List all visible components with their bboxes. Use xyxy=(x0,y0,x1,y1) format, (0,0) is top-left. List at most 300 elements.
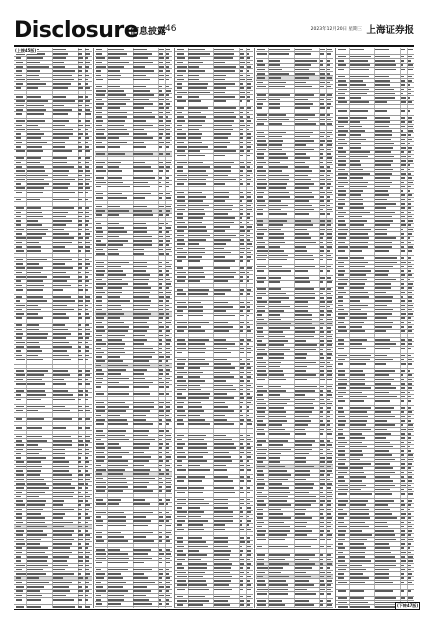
cell-text xyxy=(108,170,122,172)
cell-text xyxy=(247,385,252,387)
cell-text xyxy=(320,94,325,96)
cell-text xyxy=(375,526,388,528)
cell-text xyxy=(320,424,325,426)
cell-text xyxy=(188,499,203,501)
cell-text xyxy=(16,590,24,592)
cell-text xyxy=(53,259,72,261)
cell-text xyxy=(16,263,23,265)
cell-text xyxy=(320,196,324,198)
cell-text xyxy=(96,266,104,268)
cell-text xyxy=(78,556,83,558)
cell-text xyxy=(338,517,344,519)
newspaper-name: 上海证券报 xyxy=(366,25,414,36)
cell-text xyxy=(269,374,284,376)
cell-text xyxy=(320,353,323,355)
cell-text xyxy=(257,77,265,79)
cell-text xyxy=(177,372,187,374)
cell-text xyxy=(85,410,89,412)
cell-text xyxy=(177,252,187,254)
cell-text xyxy=(214,576,232,578)
cell-text xyxy=(375,493,392,495)
cell-text xyxy=(247,142,252,144)
cell-text xyxy=(133,532,153,534)
cell-text xyxy=(269,362,282,364)
cell-text xyxy=(375,117,390,119)
cell-text xyxy=(240,415,244,417)
cell-text xyxy=(108,182,124,184)
cell-text xyxy=(350,233,368,235)
cell-text xyxy=(257,229,267,231)
cell-text xyxy=(375,130,392,132)
cell-text xyxy=(188,572,204,574)
cell-text xyxy=(188,57,200,59)
cell-text xyxy=(85,105,88,107)
cell-text xyxy=(338,233,347,235)
cell-text xyxy=(159,603,162,605)
cell-text xyxy=(133,292,150,294)
cell-text xyxy=(108,266,122,268)
cell-text xyxy=(408,429,413,431)
cell-text xyxy=(295,140,314,142)
cell-text xyxy=(338,543,343,545)
cell-text xyxy=(350,480,362,482)
cell-text xyxy=(166,352,170,354)
cell-text xyxy=(27,383,45,385)
cell-text xyxy=(78,199,81,201)
cell-text xyxy=(247,243,252,245)
cell-text xyxy=(85,233,89,235)
cell-text xyxy=(159,562,162,564)
cell-text xyxy=(53,379,65,381)
cell-text xyxy=(166,525,171,527)
cell-text xyxy=(27,586,44,588)
cell-text xyxy=(408,370,411,372)
cell-text xyxy=(401,60,405,62)
cell-text xyxy=(159,443,163,445)
cell-text xyxy=(108,452,129,454)
cell-text xyxy=(53,317,70,319)
cell-text xyxy=(295,517,312,519)
cell-text xyxy=(96,244,106,246)
cell-text xyxy=(133,86,146,88)
cell-text xyxy=(350,392,363,394)
cell-text xyxy=(78,513,81,515)
cell-text xyxy=(240,487,243,489)
cell-text xyxy=(269,567,283,569)
cell-text xyxy=(159,244,163,246)
cell-text xyxy=(375,309,393,311)
cell-text xyxy=(78,374,81,376)
cell-text xyxy=(350,182,369,184)
cell-text xyxy=(159,133,163,135)
cell-text xyxy=(96,460,104,462)
cell-text xyxy=(133,525,148,527)
cell-text xyxy=(240,476,244,478)
cell-text xyxy=(338,339,344,341)
cell-text xyxy=(338,429,344,431)
cell-text xyxy=(16,595,22,597)
cell-text xyxy=(53,350,67,352)
cell-text xyxy=(166,590,169,592)
cell-text xyxy=(375,216,392,218)
cell-text xyxy=(85,162,89,164)
cell-text xyxy=(78,83,81,85)
cell-text xyxy=(133,339,146,341)
cell-text xyxy=(269,461,280,463)
cell-text xyxy=(53,157,68,159)
cell-text xyxy=(240,367,244,369)
cell-text xyxy=(257,433,265,435)
cell-text xyxy=(257,132,264,134)
cell-text xyxy=(108,120,125,122)
cell-text xyxy=(240,75,244,77)
cell-text xyxy=(338,49,346,51)
cell-text xyxy=(16,436,22,438)
cell-text xyxy=(16,66,23,68)
cell-text xyxy=(247,343,250,345)
cell-text xyxy=(166,313,169,315)
cell-text xyxy=(159,231,162,233)
cell-text xyxy=(247,367,251,369)
cell-text xyxy=(247,125,251,127)
cell-text xyxy=(188,516,201,518)
cell-text xyxy=(96,577,104,579)
cell-text xyxy=(338,400,345,402)
cell-text xyxy=(247,166,251,168)
cell-text xyxy=(27,530,42,532)
cell-text xyxy=(257,136,265,138)
cell-text xyxy=(188,239,205,241)
cell-text xyxy=(85,137,88,139)
cell-text xyxy=(327,539,331,541)
cell-text xyxy=(257,60,263,62)
cell-text xyxy=(375,467,393,469)
cell-text xyxy=(269,314,280,316)
cell-text xyxy=(159,430,164,432)
cell-text xyxy=(177,363,185,365)
cell-text xyxy=(247,267,252,269)
cell-text xyxy=(108,382,119,384)
cell-text xyxy=(177,243,185,245)
cell-text xyxy=(16,474,24,476)
cell-text xyxy=(375,552,390,554)
cell-text xyxy=(375,242,392,244)
cell-text xyxy=(408,396,411,398)
cell-text xyxy=(133,406,154,408)
cell-text xyxy=(85,207,89,209)
cell-text xyxy=(338,411,344,413)
cell-text xyxy=(96,322,102,324)
cell-text xyxy=(27,300,47,302)
cell-text xyxy=(27,216,43,218)
cell-text xyxy=(327,370,331,372)
cell-text xyxy=(375,339,390,341)
cell-text xyxy=(269,534,287,536)
cell-text xyxy=(257,604,265,606)
cell-text xyxy=(257,340,262,342)
cell-text xyxy=(327,123,332,125)
cell-text xyxy=(166,125,170,127)
cell-text xyxy=(327,546,330,548)
cell-text xyxy=(295,281,310,283)
cell-text xyxy=(408,173,411,175)
cell-text xyxy=(27,517,44,519)
cell-text xyxy=(53,526,64,528)
cell-text xyxy=(177,516,186,518)
cell-text xyxy=(53,483,72,485)
cell-text xyxy=(320,209,323,211)
cell-text xyxy=(214,507,229,509)
cell-text xyxy=(401,480,405,482)
cell-text xyxy=(133,343,144,345)
cell-text xyxy=(108,369,126,371)
cell-text xyxy=(53,606,75,608)
cell-text xyxy=(247,480,252,482)
cell-text xyxy=(108,520,126,522)
cell-text xyxy=(166,549,170,551)
cell-text xyxy=(166,595,170,597)
cell-text xyxy=(327,504,330,506)
cell-text xyxy=(108,569,128,571)
cell-text xyxy=(247,280,250,282)
cell-text xyxy=(78,166,82,168)
cell-text xyxy=(375,500,394,502)
cell-text xyxy=(53,83,71,85)
cell-text xyxy=(257,440,266,442)
cell-text xyxy=(78,350,80,352)
cell-text xyxy=(401,97,406,99)
cell-text xyxy=(159,107,164,109)
cell-text xyxy=(408,590,411,592)
cell-text xyxy=(188,537,201,539)
cell-text xyxy=(177,49,184,51)
cell-text xyxy=(320,453,323,455)
cell-text xyxy=(295,444,312,446)
cell-text xyxy=(53,457,66,459)
cell-text xyxy=(159,590,162,592)
cell-text xyxy=(375,429,387,431)
cell-text xyxy=(350,139,367,141)
cell-text xyxy=(214,499,228,501)
cell-text xyxy=(214,196,229,198)
cell-text xyxy=(177,209,185,211)
cell-text xyxy=(166,423,169,425)
cell-text xyxy=(375,476,390,478)
cell-text xyxy=(408,577,411,579)
cell-text xyxy=(214,260,236,262)
cell-text xyxy=(375,539,396,541)
cell-text xyxy=(327,132,332,134)
cell-text xyxy=(133,49,147,51)
cell-text xyxy=(53,313,66,315)
cell-text xyxy=(214,222,235,224)
cell-text xyxy=(166,133,170,135)
cell-text xyxy=(16,187,25,189)
cell-text xyxy=(338,565,347,567)
cell-text xyxy=(408,56,412,58)
cell-text xyxy=(188,62,203,64)
cell-text xyxy=(240,572,244,574)
cell-text xyxy=(166,317,169,319)
cell-text xyxy=(214,563,232,565)
cell-text xyxy=(159,137,162,139)
cell-text xyxy=(133,197,144,199)
cell-text xyxy=(350,203,364,205)
cell-text xyxy=(27,166,44,168)
cell-text xyxy=(350,454,363,456)
cell-text xyxy=(320,119,325,121)
cell-text xyxy=(240,393,244,395)
cell-text xyxy=(269,559,285,561)
cell-text xyxy=(27,461,41,463)
cell-text xyxy=(338,194,346,196)
cell-text xyxy=(177,499,186,501)
cell-text xyxy=(295,530,312,532)
cell-text xyxy=(27,175,48,177)
cell-text xyxy=(401,242,404,244)
cell-text xyxy=(257,86,265,88)
cell-text xyxy=(257,496,267,498)
cell-text xyxy=(257,411,265,413)
cell-text xyxy=(108,490,124,492)
cell-text xyxy=(166,170,169,172)
cell-text xyxy=(320,379,325,381)
cell-text xyxy=(214,465,226,467)
cell-text xyxy=(177,166,184,168)
cell-text xyxy=(350,509,369,511)
cell-text xyxy=(108,478,126,480)
cell-text xyxy=(159,360,162,362)
cell-text xyxy=(338,224,346,226)
cell-text xyxy=(375,374,389,376)
cell-text xyxy=(27,66,49,68)
cell-text xyxy=(350,283,365,285)
cell-text xyxy=(350,190,364,192)
cell-text xyxy=(240,217,243,219)
cell-text xyxy=(166,343,170,345)
cell-text xyxy=(214,235,236,237)
cell-text xyxy=(53,479,72,481)
cell-text xyxy=(327,196,330,198)
cell-text xyxy=(320,513,323,515)
cell-text xyxy=(166,443,169,445)
cell-text xyxy=(327,49,332,51)
cell-text xyxy=(108,439,129,441)
cell-text xyxy=(408,509,411,511)
cell-text xyxy=(350,250,362,252)
cell-text xyxy=(53,242,72,244)
cell-text xyxy=(350,296,370,298)
cell-text xyxy=(214,541,228,543)
cell-text xyxy=(108,153,126,155)
cell-text xyxy=(240,529,244,531)
cell-text xyxy=(188,252,205,254)
cell-text xyxy=(108,146,120,148)
cell-text xyxy=(257,563,264,565)
cell-text xyxy=(247,372,251,374)
cell-text xyxy=(375,300,392,302)
cell-text xyxy=(159,70,163,72)
cell-text xyxy=(295,357,306,359)
cell-text xyxy=(159,573,163,575)
cell-text xyxy=(320,229,325,231)
cell-text xyxy=(338,262,344,264)
cell-text xyxy=(295,200,310,202)
cell-text xyxy=(85,259,89,261)
cell-text xyxy=(159,322,162,324)
cell-text xyxy=(108,469,125,471)
cell-text xyxy=(269,390,286,392)
cell-text xyxy=(85,212,89,214)
cell-text xyxy=(27,162,40,164)
cell-text xyxy=(350,534,372,536)
cell-text xyxy=(375,220,393,222)
cell-text xyxy=(327,374,332,376)
cell-text xyxy=(85,280,89,282)
cell-text xyxy=(295,119,308,121)
cell-text xyxy=(295,49,313,51)
cell-text xyxy=(269,242,285,244)
cell-text xyxy=(188,302,201,304)
cell-text xyxy=(401,339,405,341)
cell-text xyxy=(96,182,106,184)
cell-text xyxy=(16,569,22,571)
cell-text xyxy=(78,418,82,420)
cell-text xyxy=(320,386,324,388)
cell-text xyxy=(16,504,25,506)
cell-text xyxy=(240,554,243,556)
cell-text xyxy=(27,137,41,139)
cell-text xyxy=(78,569,82,571)
cell-text xyxy=(214,205,233,207)
cell-text xyxy=(159,577,162,579)
cell-text xyxy=(320,310,324,312)
cell-text xyxy=(177,447,183,449)
cell-text xyxy=(214,112,234,114)
cell-text xyxy=(177,520,185,522)
cell-text xyxy=(214,402,225,404)
cell-text xyxy=(338,509,343,511)
cell-text xyxy=(27,573,46,575)
cell-text xyxy=(408,446,411,448)
cell-text xyxy=(96,525,103,527)
cell-text xyxy=(78,207,82,209)
cell-text xyxy=(214,516,233,518)
cell-text xyxy=(85,569,89,571)
cell-text xyxy=(408,199,411,201)
cell-text xyxy=(78,289,82,291)
cell-text xyxy=(240,280,244,282)
cell-text xyxy=(78,346,81,348)
cell-text xyxy=(96,274,104,276)
cell-text xyxy=(269,323,291,325)
cell-text xyxy=(53,267,74,269)
cell-text xyxy=(247,213,251,215)
cell-text xyxy=(177,397,186,399)
cell-text xyxy=(240,256,243,258)
cell-text xyxy=(16,513,23,515)
cell-text xyxy=(327,310,332,312)
cell-text xyxy=(177,205,187,207)
cell-text xyxy=(133,330,147,332)
cell-text xyxy=(327,119,331,121)
cell-text xyxy=(338,110,347,112)
cell-text xyxy=(85,350,89,352)
cell-text xyxy=(85,436,90,438)
cell-text xyxy=(375,173,392,175)
cell-text xyxy=(257,420,263,422)
cell-text xyxy=(96,146,104,148)
